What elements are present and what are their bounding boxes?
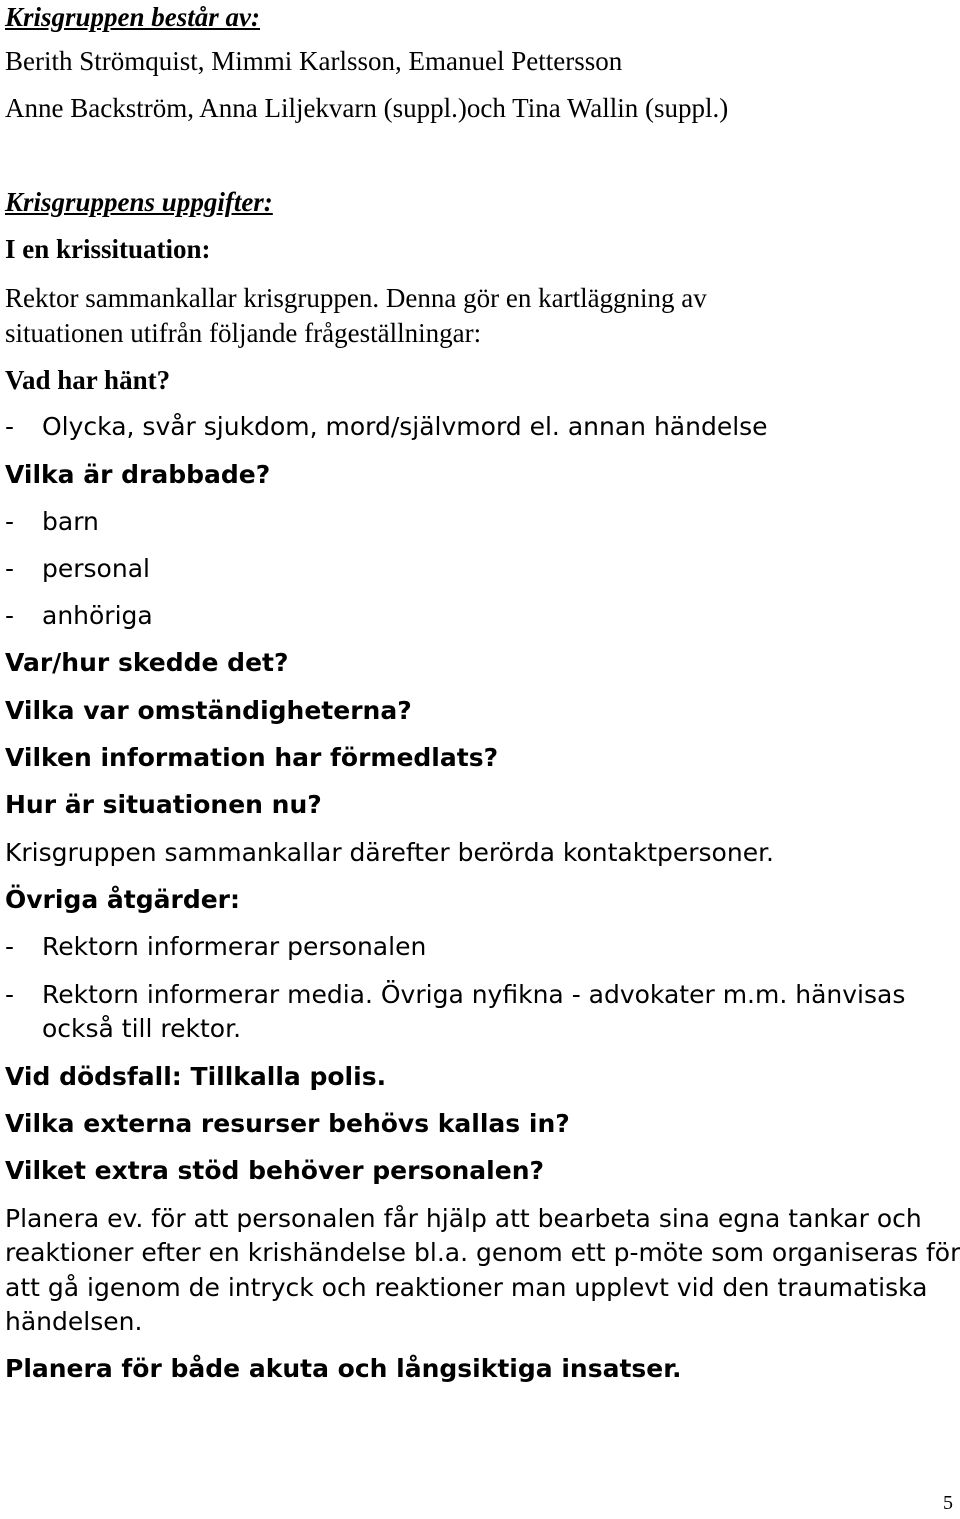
action-list-item	[5, 978, 905, 1012]
question-now: Hur är situationen nu?	[5, 790, 322, 819]
bullet-dash: -	[5, 554, 15, 583]
plan-line-1: Planera ev. för att personalen får hjälp att bearbeta sina egna tankar och	[5, 1204, 922, 1233]
who-list-item	[5, 552, 150, 586]
members-line-1: Berith Strömquist, Mimmi Karlsson, Emanuel Pettersson	[5, 46, 623, 76]
question-support: Vilket extra stöd behöver personalen?	[5, 1156, 544, 1185]
bullet-dash: -	[5, 601, 15, 630]
bullet-dash: -	[5, 507, 15, 536]
bullet-dash: -	[5, 980, 15, 1009]
bullet-dash: -	[5, 412, 15, 441]
action-list-item	[5, 930, 426, 964]
question-who: Vilka är drabbade?	[5, 460, 271, 489]
question-resources: Vilka externa resurser behövs kallas in?	[5, 1109, 570, 1138]
list-item-text: Olycka, svår sjukdom, mord/självmord el. annan händelse	[42, 412, 768, 441]
intro-line-1: Rektor sammankallar krisgruppen. Denna gör en kartläggning av	[5, 283, 707, 313]
plan-line-4: händelsen.	[5, 1307, 143, 1336]
bullet-dash: -	[5, 932, 15, 961]
subheading-crisis: I en krissituation:	[5, 234, 211, 264]
who-list-item	[5, 505, 99, 539]
death-instruction: Vid dödsfall: Tillkalla polis.	[5, 1062, 387, 1091]
list-item-text: Rektorn informerar personalen	[42, 932, 427, 961]
what-list-item	[5, 410, 768, 444]
plan-final: Planera för både akuta och långsiktiga insatser.	[5, 1354, 682, 1383]
question-what: Vad har hänt?	[5, 365, 171, 395]
who-list-item	[5, 599, 153, 633]
intro-line-2: situationen utifrån följande frågeställningar:	[5, 318, 482, 348]
contact-line: Krisgruppen sammankallar därefter berörda kontaktpersoner.	[5, 838, 775, 867]
question-circumstances: Vilka var omständigheterna?	[5, 696, 412, 725]
members-line-2: Anne Backström, Anna Liljekvarn (suppl.)och Tina Wallin (suppl.)	[5, 93, 729, 123]
list-item-text: barn	[42, 507, 99, 536]
plan-line-2: reaktioner efter en krishändelse bl.a. genom ett p-möte som organiseras för	[5, 1238, 960, 1267]
page-number: 5	[943, 1492, 953, 1514]
heading-tasks: Krisgruppens uppgifter:	[5, 187, 273, 217]
list-item-text: anhöriga	[42, 601, 153, 630]
heading-members: Krisgruppen består av:	[5, 2, 261, 32]
action-list-item-continued: också till rektor.	[42, 1014, 242, 1043]
plan-line-3: att gå igenom de intryck och reaktioner man upplevt vid den traumatiska	[5, 1273, 928, 1302]
list-item-text: personal	[42, 554, 150, 583]
list-item-text: Rektorn informerar media. Övriga nyfikna - advokater m.m. hänvisas	[42, 980, 906, 1009]
heading-actions: Övriga åtgärder:	[5, 885, 241, 914]
question-where: Var/hur skedde det?	[5, 648, 289, 677]
question-information: Vilken information har förmedlats?	[5, 743, 499, 772]
